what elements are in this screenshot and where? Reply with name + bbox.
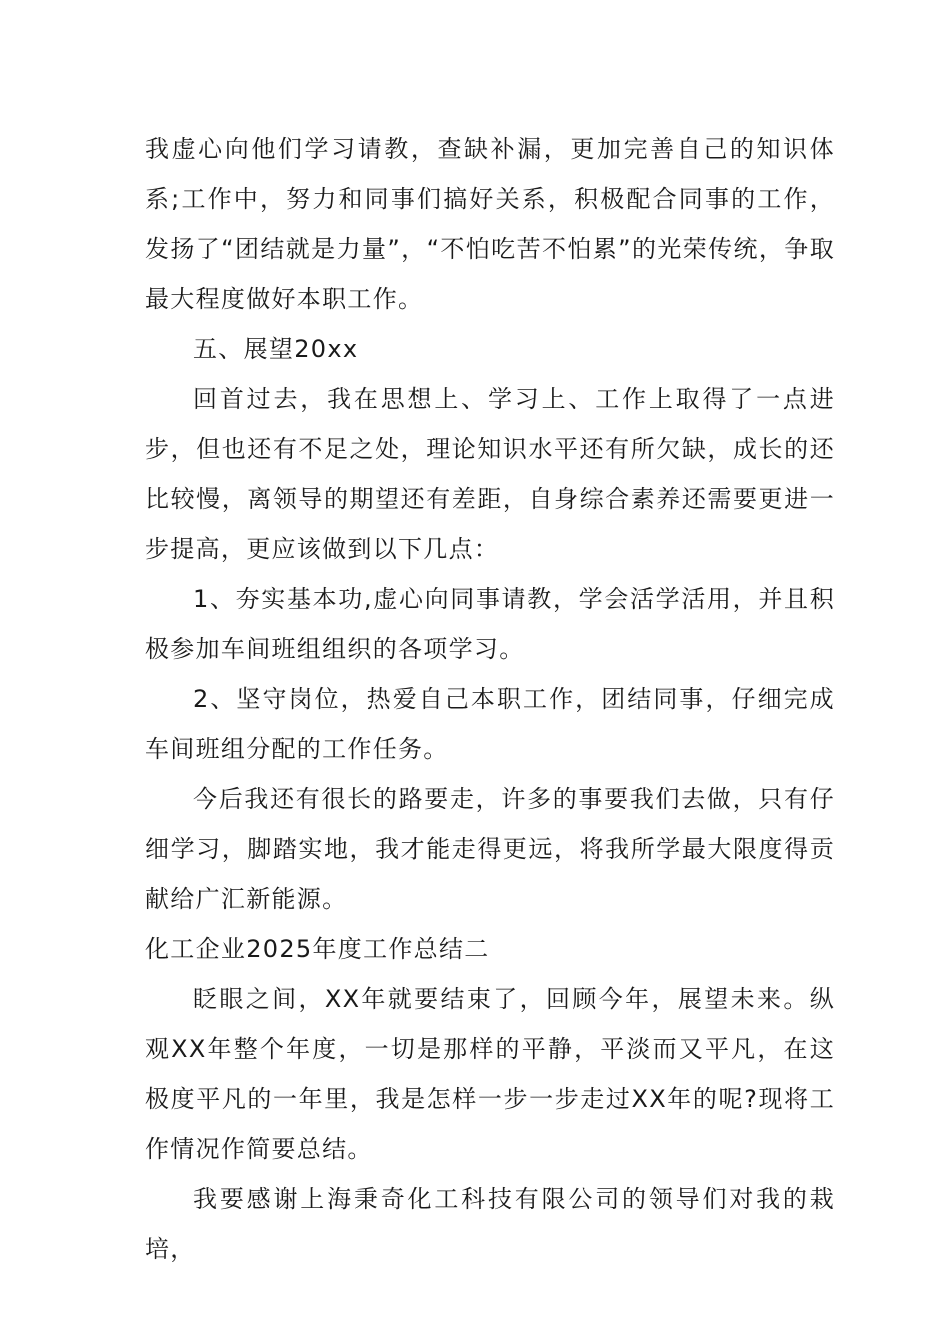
document-body (145, 124, 835, 1274)
paragraph-future: 今后我还有很长的路要走，许多的事要我们去做，只有仔细学习，脚踏实地，我才能走得更远，将我所学最大限度得贡献给广汇新能源。 (145, 785, 835, 913)
paragraph-thanks: 我要感谢上海秉奇化工科技有限公司的领导们对我的栽培， (145, 1185, 835, 1263)
paragraph-1: 我虚心向他们学习请教，查缺补漏，更加完善自己的知识体系;工作中，努力和同事们搞好关系，积极配合同事的工作，发扬了“团结就是力量”，“不怕吃苦不怕累”的光荣传统，争取最大程度做好本职工作。 (145, 135, 835, 313)
section-heading-outlook: 五、展望20xx (193, 335, 359, 363)
list-item-2: 2、坚守岗位，热爱自己本职工作，团结同事，仔细完成车间班组分配的工作任务。 (145, 685, 835, 763)
list-item-1: 1、夯实基本功,虚心向同事请教，学会活学活用，并且积极参加车间班组组织的各项学习。 (145, 585, 835, 663)
paragraph-review: 回首过去，我在思想上、学习上、工作上取得了一点进步，但也还有不足之处，理论知识水平还有所欠缺，成长的还比较慢，离领导的期望还有差距，自身综合素养还需要更进一步提高，更应该做到以下几点： (145, 385, 835, 563)
document-title-2: 化工企业2025年度工作总结二 (145, 935, 490, 963)
paragraph-intro-2: 眨眼之间，XX年就要结束了，回顾今年，展望未来。纵观XX年整个年度，一切是那样的平静，平淡而又平凡，在这极度平凡的一年里，我是怎样一步一步走过XX年的呢?现将工作情况作简要总结。 (145, 985, 835, 1163)
